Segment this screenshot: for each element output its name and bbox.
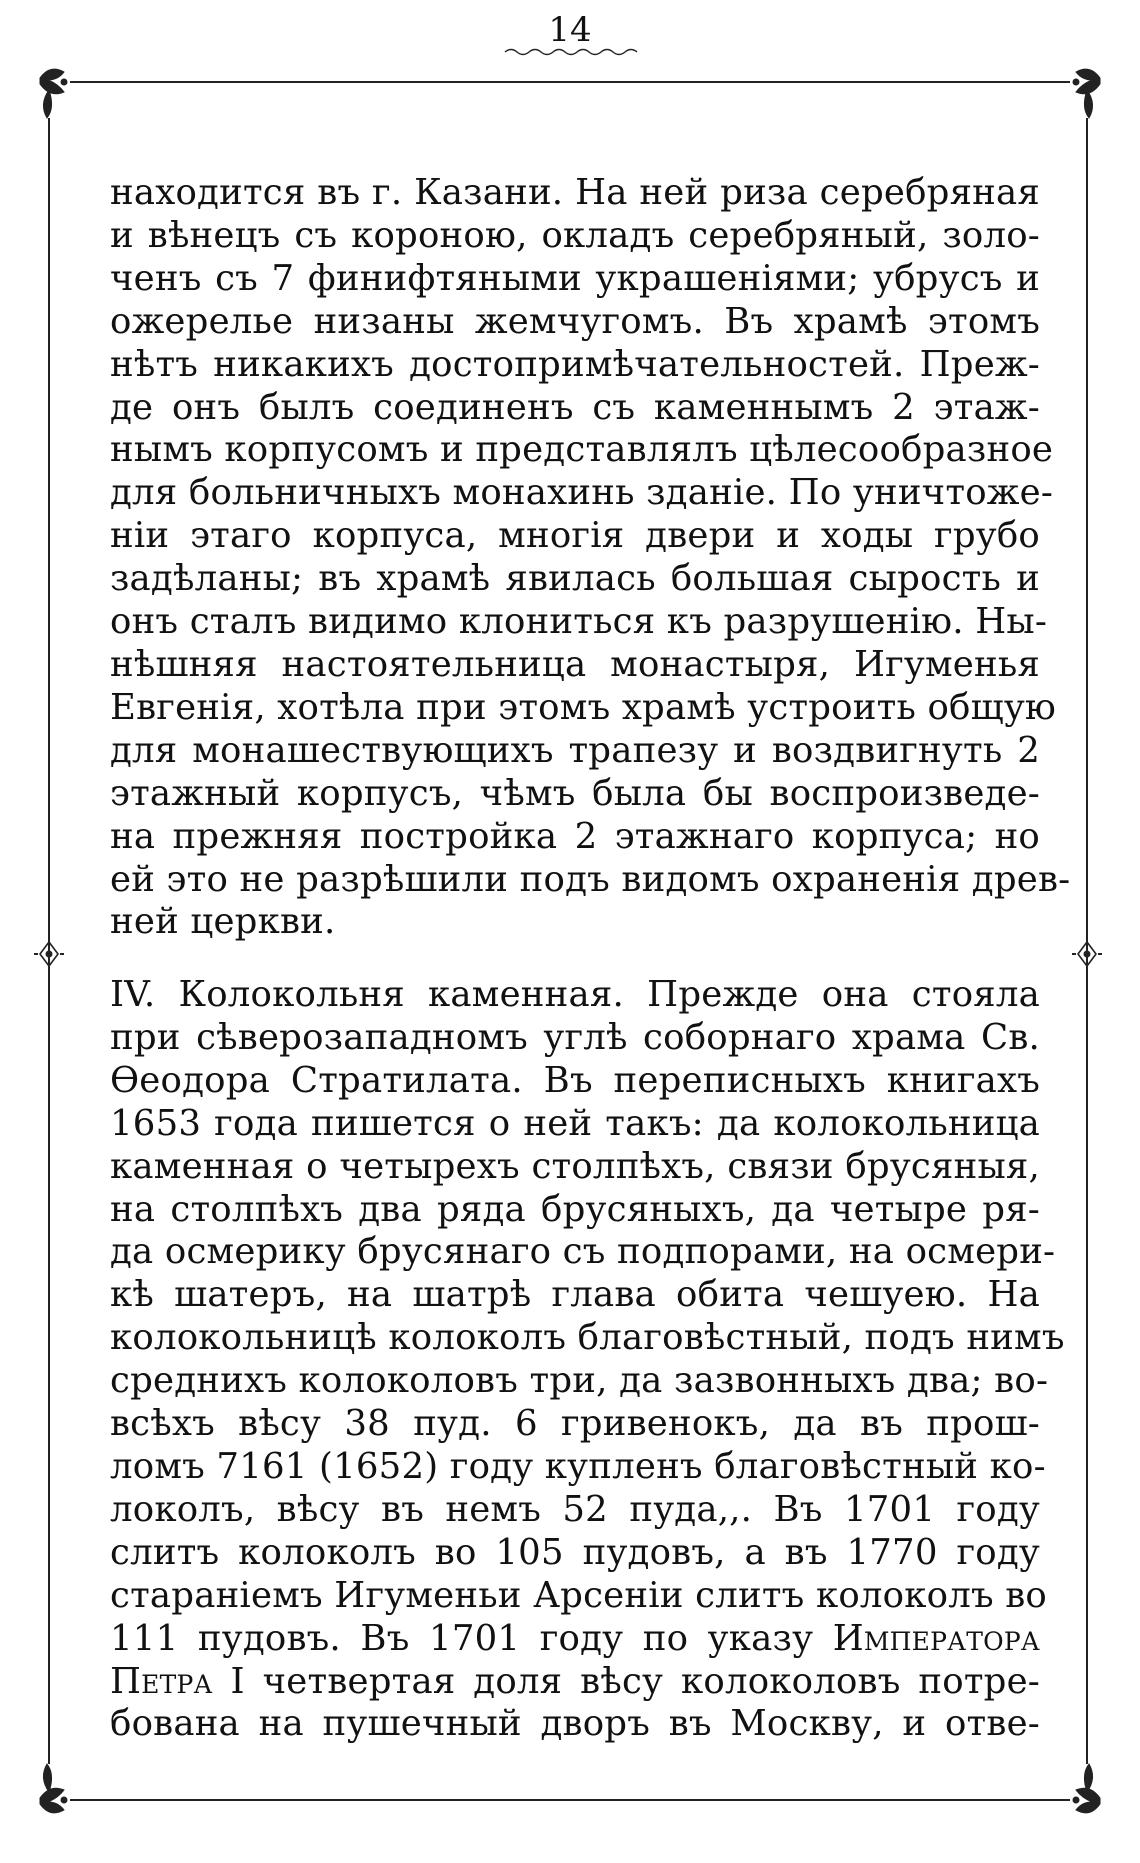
text-line: для больничныхъ монахинь зданіе. По уничтоже-	[110, 472, 1054, 514]
text-line: и вѣнецъ съ короною, окладъ серебряный, золо-	[110, 214, 1040, 256]
corner-ornament-top-left	[40, 69, 67, 140]
text-line: Петра I четвертая доля вѣсу колоколовъ потре-	[110, 1660, 1040, 1702]
text-line: де онъ былъ соединенъ съ каменнымъ 2 этаж-	[110, 386, 1040, 428]
text-line: этажный корпусъ, чѣмъ была бы воспроизведе-	[110, 772, 1040, 814]
text-line: колокольницѣ колоколъ благовѣстный, подъ нимъ	[110, 1317, 1065, 1359]
text-line: кѣ шатеръ, на шатрѣ глава обита чешуею. На	[110, 1274, 1040, 1316]
text-line: да осмерику брусянаго съ подпорами, на осмери-	[110, 1231, 1056, 1273]
text-line: 1653 года пишется о ней такъ: да колокольница	[110, 1102, 1040, 1144]
page-number: 14	[548, 10, 592, 50]
text-line: нѣтъ никакихъ достопримѣчательностей. Преж-	[110, 343, 1040, 385]
text-line: ней церкви.	[110, 901, 336, 943]
corner-ornament-bottom-left	[40, 1740, 67, 1813]
corner-ornament-top-right	[1073, 69, 1100, 140]
text-line: среднихъ колоколовъ три, да зазвонныхъ два; во-	[110, 1360, 1049, 1402]
text-line: на столпѣхъ два ряда брусяныхъ, да четыре ря-	[110, 1188, 1040, 1230]
text-line: ей это не разрѣшили подъ видомъ охраненія древ-	[110, 858, 1071, 900]
text-line: при сѣверозападномъ углѣ соборнаго храма Св.	[110, 1016, 1040, 1058]
text-line: для монашествующихъ трапезу и воздвигнуть 2	[110, 729, 1040, 771]
side-ornament-right	[1072, 920, 1102, 988]
text-line: Евгенія, хотѣла при этомъ храмѣ устроить общую	[110, 686, 1057, 728]
text-line: находится въ г. Казани. На ней риза серебряная	[110, 172, 1040, 213]
text-line: IV. Колокольня каменная. Прежде она стояла	[110, 974, 1040, 1015]
paragraph-2	[110, 974, 1065, 1746]
paragraph-1	[110, 172, 1071, 944]
text-line: ніи этаго корпуса, многія двери и ходы грубо	[110, 515, 1040, 557]
text-line: ченъ съ 7 финифтяными украшеніями; убрусъ и	[110, 257, 1040, 299]
page-number-underline-ornament	[505, 50, 637, 55]
side-ornament-left	[34, 920, 64, 988]
text-line: каменная о четырехъ столпѣхъ, связи брусяныя,	[110, 1145, 1040, 1187]
text-line: всѣхъ вѣсу 38 пуд. 6 гривенокъ, да въ прош-	[110, 1403, 1040, 1445]
text-line: Ѳеодора Стратилата. Въ переписныхъ книгахъ	[110, 1059, 1040, 1101]
text-line: нымъ корпусомъ и представлялъ цѣлесообразное	[110, 429, 1054, 471]
text-line: онъ сталъ видимо клониться къ разрушенію. Ны-	[110, 601, 1048, 643]
text-line: слитъ колоколъ во 105 пудовъ, а въ 1770 году	[110, 1531, 1040, 1573]
text-line: 111 пудовъ. Въ 1701 году по указу Императора	[110, 1617, 1040, 1659]
text-line: стараніемъ Игуменьи Арсеніи слитъ колоколъ во	[110, 1574, 1047, 1616]
text-line: нѣшняя настоятельница монастыря, Игуменья	[110, 643, 1040, 685]
text-line: локолъ, вѣсу въ немъ 52 пуда,,. Въ 1701 году	[110, 1488, 1040, 1530]
text-line: ожерелье низаны жемчугомъ. Въ храмѣ этомъ	[110, 300, 1040, 342]
text-line: бована на пушечный дворъ въ Москву, и отве-	[110, 1703, 1040, 1745]
text-line: на прежняя постройка 2 этажнаго корпуса; но	[110, 815, 1040, 857]
text-line: задѣланы; въ храмѣ явилась большая сырость и	[110, 558, 1040, 600]
corner-ornament-bottom-right	[1073, 1740, 1100, 1813]
text-line: ломъ 7161 (1652) году купленъ благовѣстный ко-	[110, 1445, 1046, 1487]
